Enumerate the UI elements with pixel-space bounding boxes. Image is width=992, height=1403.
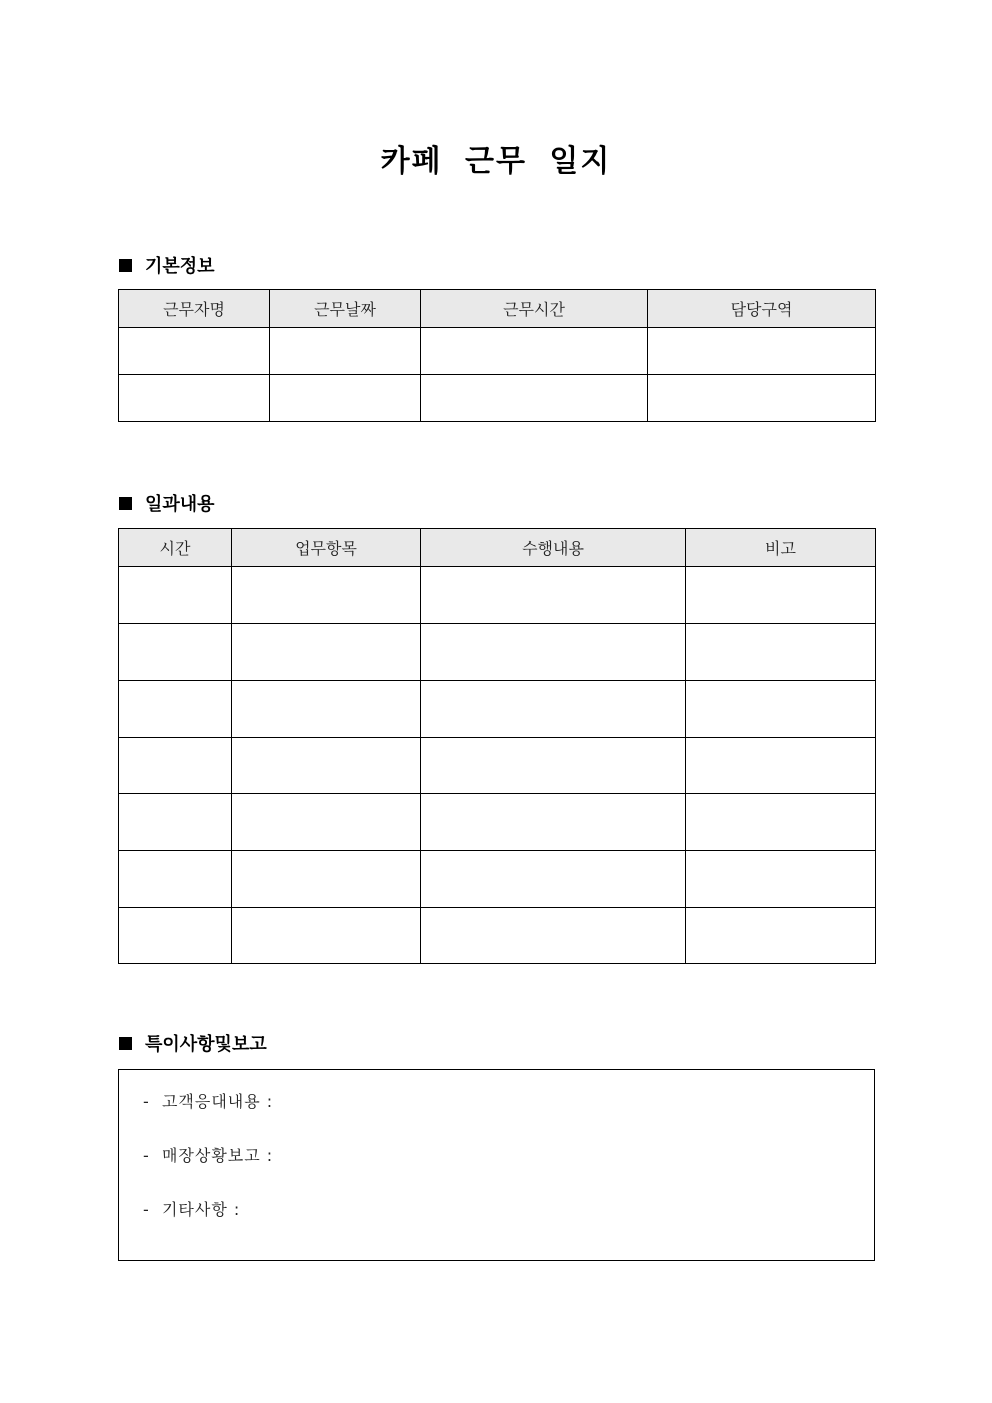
basic-info-table xyxy=(118,289,876,422)
input-cell[interactable] xyxy=(421,328,648,375)
section-heading-label: 일과내용 xyxy=(145,494,215,515)
column-header: 담당구역 xyxy=(648,290,876,328)
input-cell[interactable] xyxy=(421,375,648,422)
input-cell[interactable] xyxy=(421,567,686,624)
input-cell[interactable] xyxy=(232,908,421,964)
remarks-item-other: - 기타사항 : xyxy=(143,1200,241,1219)
input-cell[interactable] xyxy=(421,738,686,794)
section-heading-label: 기본정보 xyxy=(145,256,215,277)
input-cell[interactable] xyxy=(686,908,876,964)
column-header: 업무항목 xyxy=(232,529,421,567)
table-header-row xyxy=(119,290,876,328)
table-row xyxy=(119,794,876,851)
remarks-item-customer-service: - 고객응대내용 : xyxy=(143,1092,274,1111)
table-row xyxy=(119,375,876,422)
input-cell[interactable] xyxy=(232,624,421,681)
input-cell[interactable] xyxy=(232,738,421,794)
input-cell[interactable] xyxy=(648,375,876,422)
input-cell[interactable] xyxy=(686,681,876,738)
input-cell[interactable] xyxy=(421,681,686,738)
input-cell[interactable] xyxy=(232,567,421,624)
input-cell[interactable] xyxy=(119,794,232,851)
table-row xyxy=(119,624,876,681)
input-cell[interactable] xyxy=(232,681,421,738)
page-title: 카페 근무 일지 xyxy=(380,144,612,179)
input-cell[interactable] xyxy=(119,738,232,794)
section-heading-label: 특이사항및보고 xyxy=(145,1034,267,1055)
column-header: 근무자명 xyxy=(119,290,270,328)
section-heading-daily-tasks xyxy=(119,491,215,515)
input-cell[interactable] xyxy=(686,794,876,851)
input-cell[interactable] xyxy=(119,567,232,624)
table-row xyxy=(119,738,876,794)
input-cell[interactable] xyxy=(119,851,232,908)
input-cell[interactable] xyxy=(421,794,686,851)
table-header-row xyxy=(119,529,876,567)
input-cell[interactable] xyxy=(119,908,232,964)
input-cell[interactable] xyxy=(421,908,686,964)
column-header: 시간 xyxy=(119,529,232,567)
table-row xyxy=(119,908,876,964)
input-cell[interactable] xyxy=(270,328,421,375)
input-cell[interactable] xyxy=(648,328,876,375)
input-cell[interactable] xyxy=(686,851,876,908)
input-cell[interactable] xyxy=(686,567,876,624)
input-cell[interactable] xyxy=(119,375,270,422)
square-bullet-icon xyxy=(119,1037,132,1050)
table-row xyxy=(119,328,876,375)
square-bullet-icon xyxy=(119,497,132,510)
remarks-box[interactable] xyxy=(118,1069,875,1261)
input-cell[interactable] xyxy=(421,624,686,681)
input-cell[interactable] xyxy=(232,851,421,908)
input-cell[interactable] xyxy=(270,375,421,422)
column-header: 근무날짜 xyxy=(270,290,421,328)
table-row xyxy=(119,851,876,908)
table-row xyxy=(119,567,876,624)
square-bullet-icon xyxy=(119,259,132,272)
remarks-item-store-status: - 매장상황보고 : xyxy=(143,1146,274,1165)
input-cell[interactable] xyxy=(119,681,232,738)
daily-tasks-table xyxy=(118,528,876,964)
input-cell[interactable] xyxy=(232,794,421,851)
column-header: 비고 xyxy=(686,529,876,567)
section-heading-basic-info xyxy=(119,253,215,277)
input-cell[interactable] xyxy=(119,624,232,681)
section-heading-remarks xyxy=(119,1031,267,1055)
input-cell[interactable] xyxy=(686,624,876,681)
column-header: 수행내용 xyxy=(421,529,686,567)
table-row xyxy=(119,681,876,738)
input-cell[interactable] xyxy=(421,851,686,908)
input-cell[interactable] xyxy=(686,738,876,794)
input-cell[interactable] xyxy=(119,328,270,375)
column-header: 근무시간 xyxy=(421,290,648,328)
